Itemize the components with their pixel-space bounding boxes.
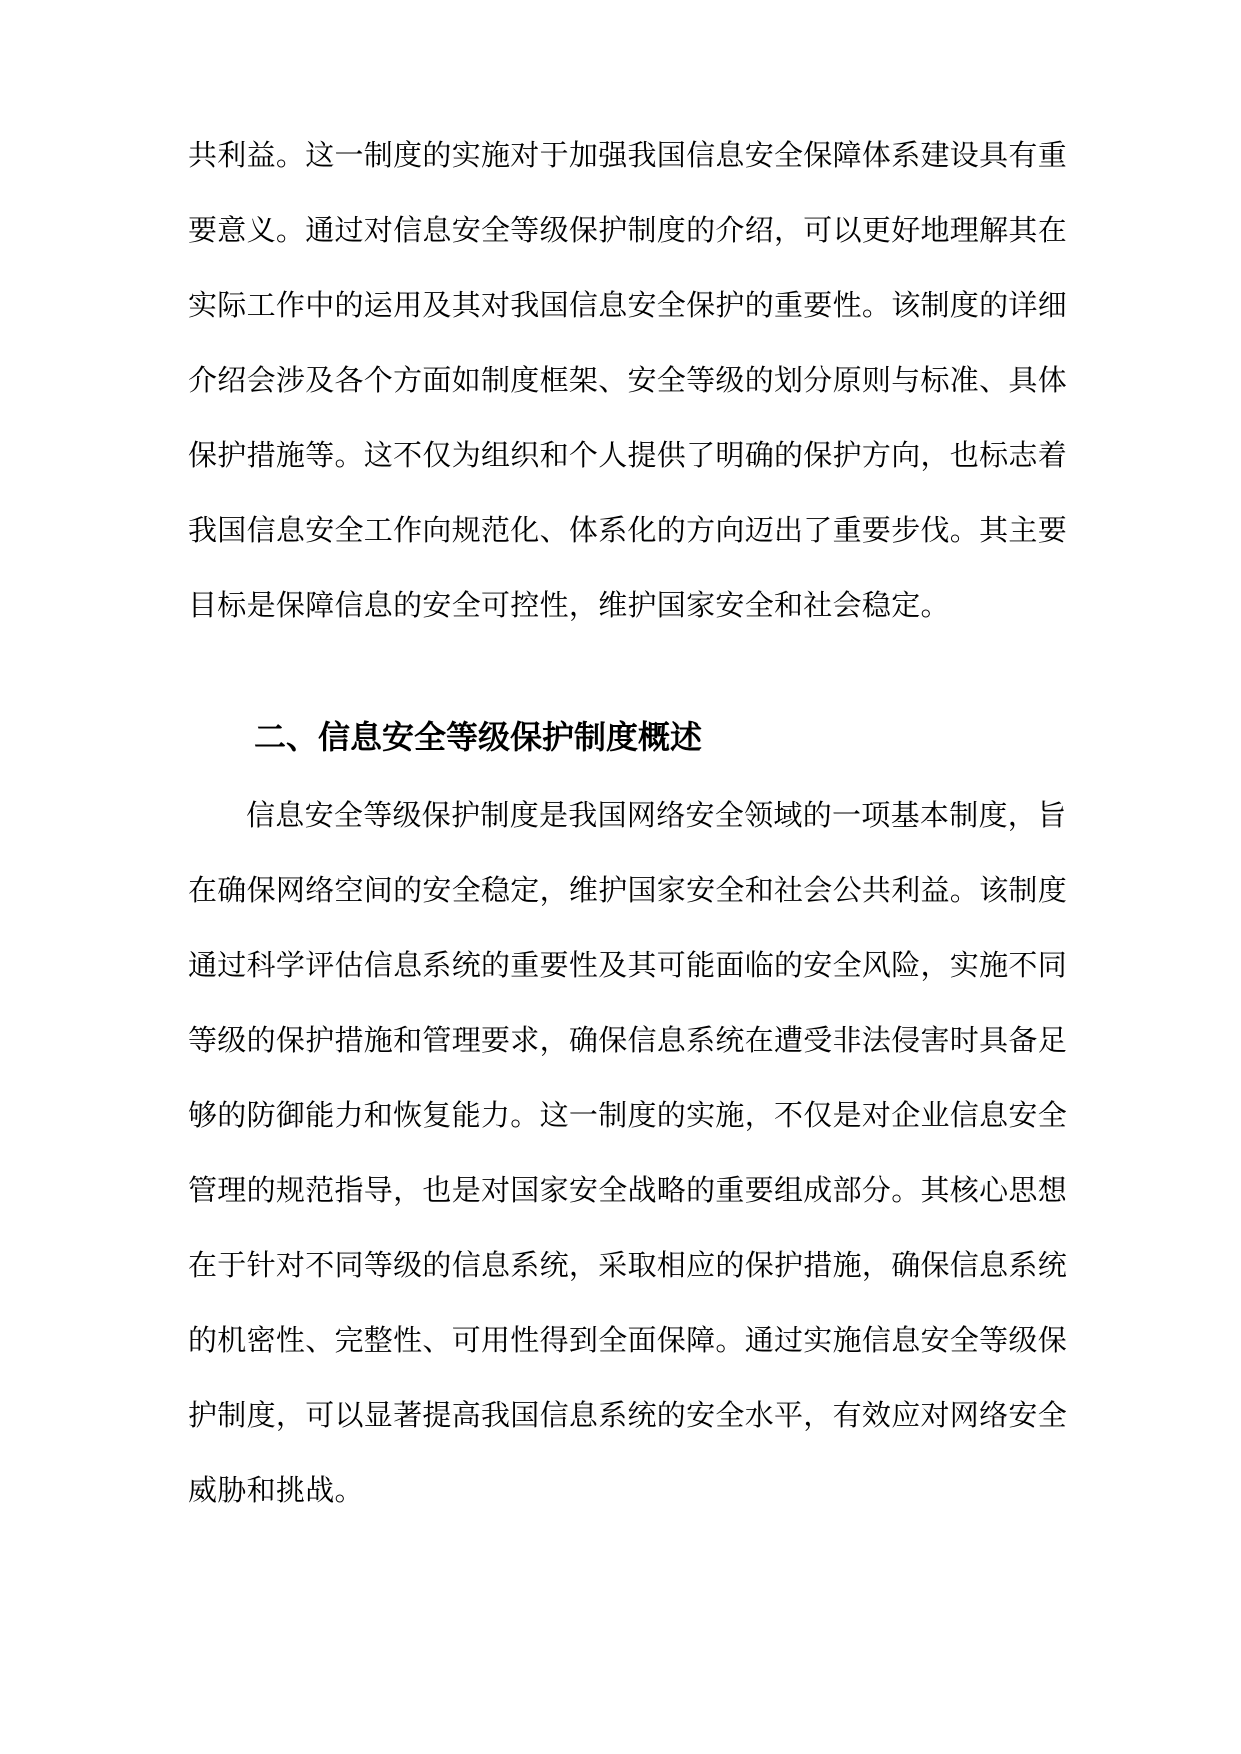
paragraph-2-line-10: 威胁和挑战。 <box>188 1473 364 1507</box>
paragraph-2-line-7: 在于针对不同等级的信息系统，采取相应的保护措施，确保信息系统 <box>188 1248 1068 1282</box>
paragraph-2-line-1: 信息安全等级保护制度是我国网络安全领域的一项基本制度，旨 <box>246 798 1067 832</box>
paragraph-1 <box>188 118 1068 643</box>
section-heading: 二、信息安全等级保护制度概述 <box>254 718 703 756</box>
paragraph-1-line-4: 介绍会涉及各个方面如制度框架、安全等级的划分原则与标准、具体 <box>188 363 1068 397</box>
paragraph-2-line-4: 等级的保护措施和管理要求，确保信息系统在遭受非法侵害时具备足 <box>188 1023 1068 1057</box>
paragraph-2-line-2: 在确保网络空间的安全稳定，维护国家安全和社会公共利益。该制度 <box>188 873 1068 907</box>
paragraph-2-line-9: 护制度，可以显著提高我国信息系统的安全水平，有效应对网络安全 <box>188 1398 1068 1432</box>
paragraph-1-line-6: 我国信息安全工作向规范化、体系化的方向迈出了重要步伐。其主要 <box>188 513 1068 547</box>
paragraph-2-line-3: 通过科学评估信息系统的重要性及其可能面临的安全风险，实施不同 <box>188 948 1068 982</box>
paragraph-1-line-1: 共利益。这一制度的实施对于加强我国信息安全保障体系建设具有重 <box>188 138 1068 172</box>
paragraph-1-line-5: 保护措施等。这不仅为组织和个人提供了明确的保护方向，也标志着 <box>188 438 1068 472</box>
paragraph-2-line-8: 的机密性、完整性、可用性得到全面保障。通过实施信息安全等级保 <box>188 1323 1068 1357</box>
paragraph-1-line-3: 实际工作中的运用及其对我国信息安全保护的重要性。该制度的详细 <box>188 288 1068 322</box>
paragraph-1-line-7: 目标是保障信息的安全可控性，维护国家安全和社会稳定。 <box>188 588 950 622</box>
paragraph-1-line-2: 要意义。通过对信息安全等级保护制度的介绍，可以更好地理解其在 <box>188 213 1068 247</box>
paragraph-2 <box>188 778 1068 1528</box>
paragraph-2-line-6: 管理的规范指导，也是对国家安全战略的重要组成部分。其核心思想 <box>188 1173 1068 1207</box>
paragraph-2-line-5: 够的防御能力和恢复能力。这一制度的实施，不仅是对企业信息安全 <box>188 1098 1068 1132</box>
